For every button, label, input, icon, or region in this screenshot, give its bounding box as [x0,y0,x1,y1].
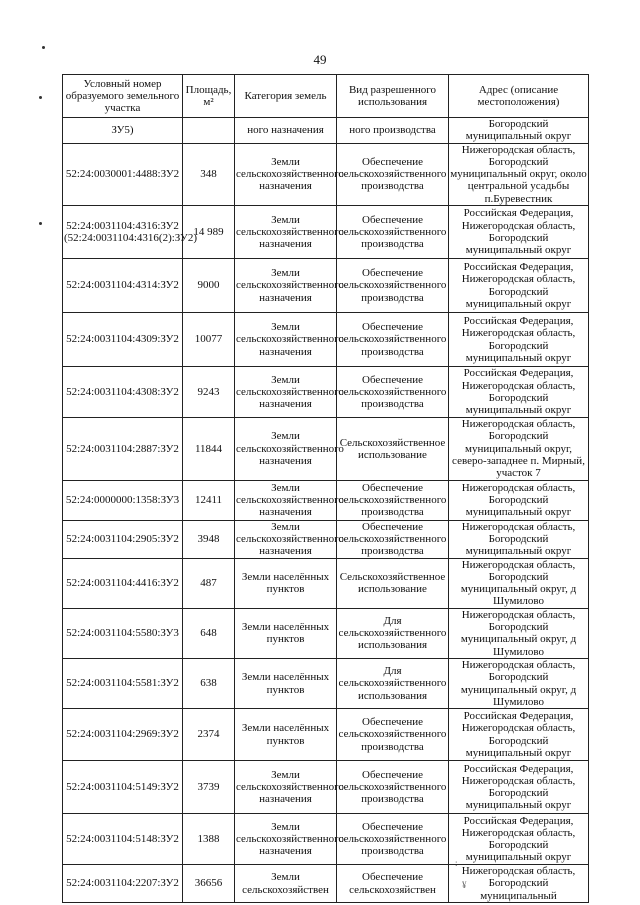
scan-dot [39,96,42,99]
cell-area: 14 989 [183,206,235,259]
table-row [63,206,589,259]
land-plots-table [62,74,589,903]
cell-address: Нижегородская область, Богородский муниципальный округ, около центральной усадьбы п.Буревестник [450,143,587,205]
cell-plot-number: 52:24:0031104:4316:ЗУ2 (52:24:0031104:4316(2):ЗУ2) [63,206,183,259]
cell-area: 348 [183,143,235,205]
cell-plot-number: 52:24:0031104:4308:ЗУ2 [63,367,183,418]
cell-permitted-use: Обеспечение сельскохозяйственного производства [337,814,449,865]
cell-address: Нижегородская область, Богородский муниципальный округ [449,480,589,520]
table-row [63,367,589,418]
cell-area: 638 [183,658,235,708]
cell-plot-number: 52:24:0031104:2207:ЗУ2 [63,865,183,903]
cell-land-category: Земли сельскохозяйственного назначения [235,814,337,865]
table-row [63,313,589,367]
cell-address: Нижегородская область, Богородский муниципальный округ [449,520,589,558]
cell-permitted-use: Сельскохозяйственное использование [337,558,449,608]
table-row [63,558,589,608]
cell-area: 3739 [183,761,235,814]
header-land-category: Категория земель [235,75,337,118]
cell-plot-number: 52:24:0031104:5148:ЗУ2 [63,814,183,865]
cell-permitted-use: Обеспечение сельскохозяйственного производства [337,520,449,558]
table-row [63,259,589,313]
cell-address: Российская Федерация, Нижегородская область, Богородский муниципальный округ [449,259,589,313]
table-header-row [63,75,589,118]
cell-permitted-use: Обеспечение сельскохозяйствен [337,865,449,903]
cell-plot-number: 52:24:0030001:4488:ЗУ2 [63,143,183,205]
cell-address: Богородский муниципальный округ [449,118,589,144]
table-row [63,608,589,658]
cell-permitted-use: Обеспечение сельскохозяйственного производства [337,480,449,520]
cell-land-category: Земли населённых пунктов [235,558,337,608]
cell-land-category: Земли сельскохозяйственного назначения [236,520,344,558]
cell-plot-number: 52:24:0031104:5149:ЗУ2 [63,761,183,814]
header-address: Адрес (описание местоположения) [449,75,589,118]
cell-permitted-use: Для сельскохозяйственного использования [337,658,449,708]
cell-address: Нижегородская область, Богородский муниципальный округ, северо-западнее п. Мирный, участок 7 [449,418,589,480]
cell-area: 9000 [183,259,235,313]
cell-address: Российская Федерация, Нижегородская область, Богородский муниципальный округ [449,367,589,418]
cell-land-category: Земли населённых пунктов [235,658,337,708]
cell-land-category: Земли сельскохозяйственного назначения [235,259,337,313]
cell-plot-number: 52:24:0031104:4416:ЗУ2 [63,558,183,608]
cell-land-category: Земли сельскохозяйственного назначения [236,481,344,519]
cell-area [183,118,235,144]
scan-dot [39,222,42,225]
table-row [63,520,589,558]
cell-address: Российская Федерация, Нижегородская область, Богородский муниципальный округ [449,814,589,865]
cell-permitted-use: Сельскохозяйственное использование [337,418,449,480]
cell-permitted-use: Обеспечение сельскохозяйственного производства [337,761,449,814]
cell-address: Нижегородская область, Богородский муниципальный [449,865,589,903]
cell-land-category: Земли сельскохозяйственного назначения [235,367,337,418]
cell-permitted-use: Обеспечение сельскохозяйственного производства [337,313,449,367]
page-number: 49 [313,52,327,67]
header-area: Площадь, м² [183,75,235,118]
cell-area: 36656 [183,865,235,903]
cell-permitted-use: Обеспечение сельскохозяйственного производства [337,206,449,259]
cell-land-category: Земли сельскохозяйственного назначения [235,313,337,367]
cell-plot-number: 52:24:0031104:5580:ЗУ3 [63,608,183,658]
cell-area: 12411 [183,480,235,520]
cell-address: Российская Федерация, Нижегородская область, Богородский муниципальный округ [449,761,589,814]
cell-address: Нижегородская область, Богородский муниципальный округ, д Шумилово [449,658,589,708]
cell-permitted-use: Для сельскохозяйственного использования [337,608,449,658]
cell-land-category: Земли населённых пунктов [235,608,337,658]
header-plot-number: Условный номер образуемого земельного участка [63,75,183,118]
table-row [63,814,589,865]
table-row [63,761,589,814]
cell-address: Российская Федерация, Нижегородская область, Богородский муниципальный округ [449,313,589,367]
cell-land-category: Земли сельскохозяйственного назначения [235,761,337,814]
cell-area: 3948 [183,520,235,558]
cell-plot-number: ЗУ5) [63,118,183,144]
cell-plot-number: 52:24:0031104:2905:ЗУ2 [63,520,183,558]
cell-land-category: ного назначения [235,118,337,144]
cell-address: Нижегородская область, Богородский муниципальный округ, д Шумилово [449,608,589,658]
cell-land-category: Земли сельскохозяйственного назначения [235,143,337,205]
cell-address: Нижегородская область, Богородский муниципальный округ, д Шумилово [449,558,589,608]
cell-area: 9243 [183,367,235,418]
cell-permitted-use: ного производства [337,118,449,144]
scan-mark: : [455,858,458,868]
cell-plot-number: 52:24:0031104:5581:ЗУ2 [63,658,183,708]
table-row [63,143,589,205]
cell-land-category: Земли сельскохозяйственного назначения [235,206,337,259]
cell-address: Российская Федерация, Нижегородская область, Богородский муниципальный округ [449,709,589,761]
scan-dot [42,46,45,49]
cell-plot-number: 52:24:0031104:4314:ЗУ2 [63,259,183,313]
table-body [63,118,589,903]
cell-area: 648 [183,608,235,658]
cell-plot-number: 52:24:0031104:4309:ЗУ2 [63,313,183,367]
cell-plot-number: 52:24:0000000:1358:ЗУ3 [63,480,183,520]
cell-area: 10077 [183,313,235,367]
cell-land-category: Земли населённых пунктов [235,709,337,761]
cell-area: 2374 [183,709,235,761]
cell-permitted-use: Обеспечение сельскохозяйственного производства [337,259,449,313]
table-row [63,709,589,761]
table-row [63,118,589,144]
cell-plot-number: 52:24:0031104:2969:ЗУ2 [63,709,183,761]
cell-area: 11844 [183,418,235,480]
cell-permitted-use: Обеспечение сельскохозяйственного производства [337,367,449,418]
cell-land-category: Земли сельскохозяйствен [235,865,337,903]
cell-plot-number: 52:24:0031104:2887:ЗУ2 [63,418,183,480]
table-row [63,418,589,480]
header-permitted-use: Вид разрешенного использования [337,75,449,118]
scan-mark: ¥ [462,880,467,890]
table-row [63,865,589,903]
table-row [63,480,589,520]
cell-permitted-use: Обеспечение сельскохозяйственного производства [337,143,449,205]
cell-land-category: Земли сельскохозяйственного назначения [235,418,337,480]
cell-area: 1388 [183,814,235,865]
cell-area: 487 [183,558,235,608]
table-row [63,658,589,708]
cell-address: Российская Федерация, Нижегородская область, Богородский муниципальный округ [449,206,589,259]
cell-permitted-use: Обеспечение сельскохозяйственного производства [337,709,449,761]
